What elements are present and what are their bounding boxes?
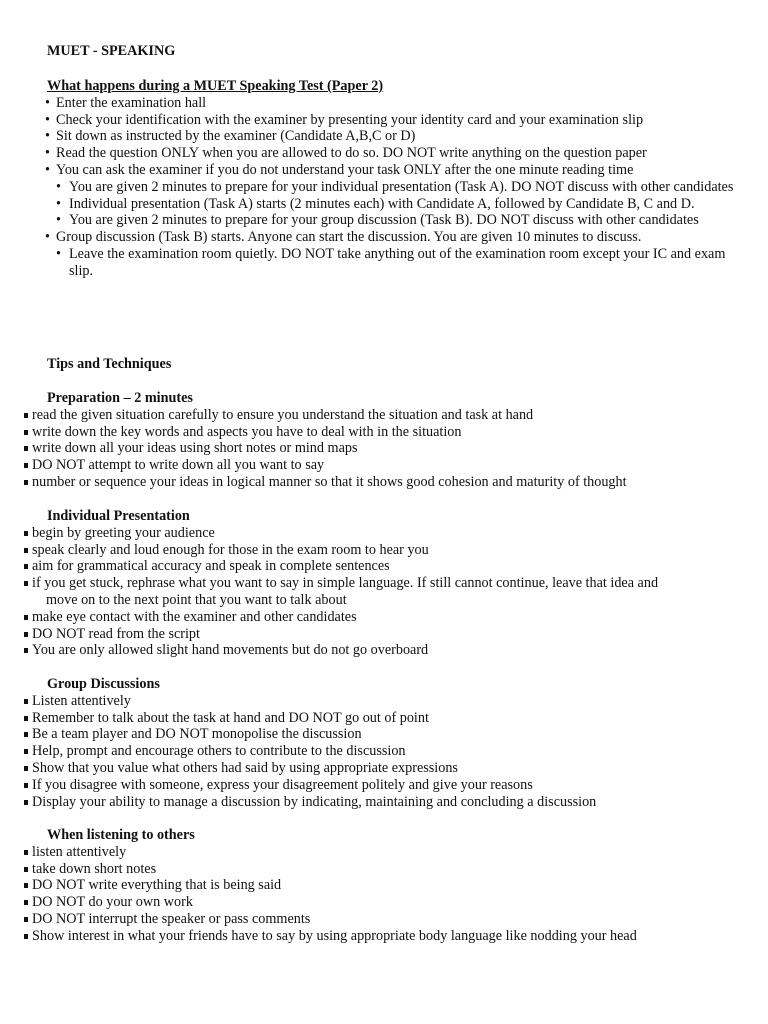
list-item: write down the key words and aspects you have to deal with in the situation (0, 424, 740, 441)
list-item: If you disagree with someone, express your disagreement politely and give your reasons (0, 777, 740, 794)
list-item: if you get stuck, rephrase what you want to say in simple language. If still cannot continue, leave that idea and move on to the next point that you want to talk about (0, 575, 740, 609)
list-item: make eye contact with the examiner and other candidates (0, 609, 740, 626)
tips-section (0, 356, 740, 373)
group-discussion-heading: Group Discussions (47, 676, 160, 692)
list-item: DO NOT attempt to write down all you want to say (0, 457, 740, 474)
list-item: Display your ability to manage a discussion by indicating, maintaining and concluding a discussion (0, 794, 740, 811)
list-item: read the given situation carefully to ensure you understand the situation and task at hand (0, 407, 740, 424)
list-item: DO NOT interrupt the speaker or pass comments (0, 911, 740, 928)
list-item: • Enter the examination hall (0, 95, 740, 112)
list-item: You are only allowed slight hand movements but do not go overboard (0, 642, 740, 659)
test-procedure-heading: What happens during a MUET Speaking Test (Paper 2) (47, 78, 384, 94)
list-item: • Leave the examination room quietly. DO NOT take anything out of the examination room except your IC and exam slip. (56, 245, 726, 279)
page-title: MUET - SPEAKING (47, 43, 176, 59)
individual-presentation-list (0, 525, 740, 659)
list-item: • Read the question ONLY when you are allowed to do so. DO NOT write anything on the question paper (0, 145, 740, 162)
list-item: DO NOT do your own work (0, 894, 740, 911)
test-procedure-list (0, 95, 740, 280)
list-item: • Check your identification with the examiner by presenting your identity card and your examination slip (0, 112, 740, 129)
tips-heading: Tips and Techniques (47, 356, 172, 372)
list-item: Help, prompt and encourage others to contribute to the discussion (0, 743, 740, 760)
listening-list (0, 844, 740, 945)
list-item: • You are given 2 minutes to prepare for your group discussion (Task B). DO NOT discuss with other candidates (56, 212, 699, 229)
test-procedure-section (0, 78, 740, 280)
list-item: Show interest in what your friends have to say by using appropriate body language like nodding your head (0, 928, 740, 945)
list-item: Show that you value what others had said by using appropriate expressions (0, 760, 740, 777)
list-item: DO NOT read from the script (0, 626, 740, 643)
list-item: • You can ask the examiner if you do not understand your task ONLY after the one minute reading time (0, 162, 740, 179)
list-item: number or sequence your ideas in logical manner so that it shows good cohesion and maturity of thought (0, 474, 740, 491)
list-item: • Group discussion (Task B) starts. Anyone can start the discussion. You are given 10 minutes to discuss. (0, 229, 740, 246)
list-item: speak clearly and loud enough for those in the exam room to hear you (0, 542, 740, 559)
group-discussion-list (0, 693, 740, 811)
listening-heading: When listening to others (47, 827, 195, 843)
list-item: listen attentively (0, 844, 740, 861)
group-discussion-section (0, 676, 740, 810)
individual-presentation-heading: Individual Presentation (47, 508, 190, 524)
preparation-section (0, 390, 740, 491)
list-item: • You are given 2 minutes to prepare for your individual presentation (Task A). DO NOT discuss with other candidates (56, 178, 734, 195)
individual-presentation-section (0, 508, 740, 659)
list-item: Be a team player and DO NOT monopolise the discussion (0, 726, 740, 743)
preparation-list (0, 407, 740, 491)
list-item: take down short notes (0, 861, 740, 878)
list-item: Listen attentively (0, 693, 740, 710)
preparation-heading: Preparation – 2 minutes (47, 390, 193, 406)
list-item: Remember to talk about the task at hand and DO NOT go out of point (0, 710, 740, 727)
list-item: DO NOT write everything that is being said (0, 877, 740, 894)
list-item: write down all your ideas using short notes or mind maps (0, 440, 740, 457)
list-item: aim for grammatical accuracy and speak in complete sentences (0, 558, 740, 575)
listening-section (0, 827, 740, 945)
list-item: begin by greeting your audience (0, 525, 740, 542)
list-item: • Individual presentation (Task A) starts (2 minutes each) with Candidate A, followed by Candidate B, C and D. (56, 195, 695, 212)
list-item: • Sit down as instructed by the examiner (Candidate A,B,C or D) (0, 128, 740, 145)
